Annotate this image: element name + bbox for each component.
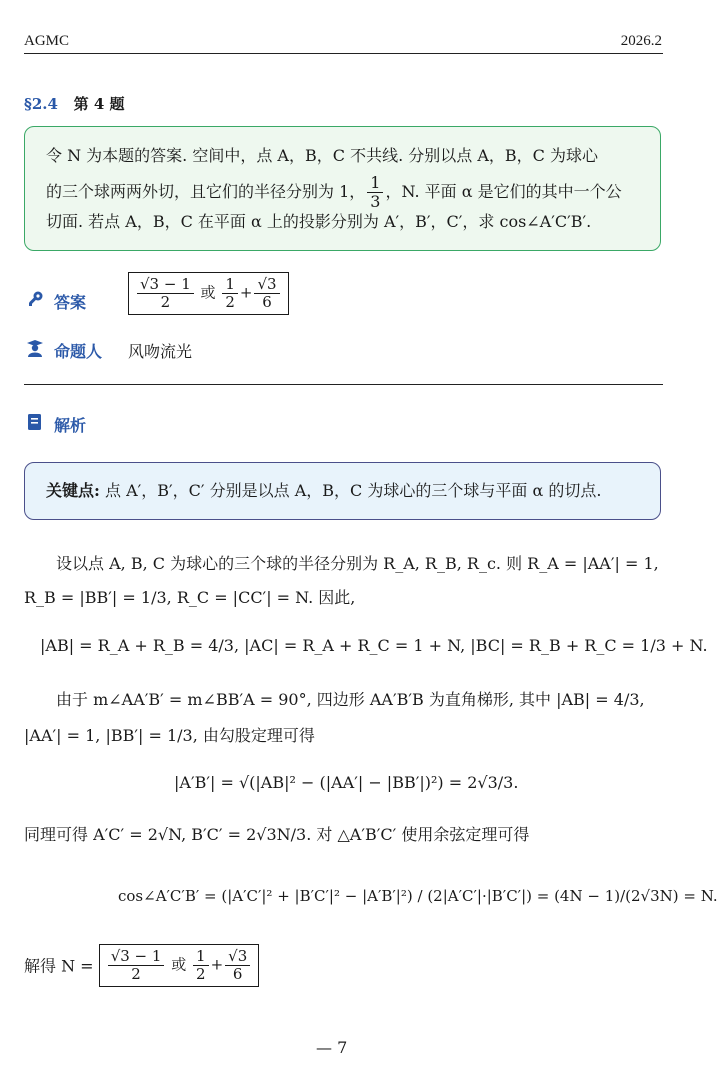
frac-num: √3 − 1 [137,276,194,294]
frac-den: 2 [160,293,171,311]
frac-num: √3 [225,948,250,966]
teacher-icon [26,339,44,357]
solution-p3: 同理可得 A′C′ = 2√N, B′C′ = 2√3N/3. 对 △A′B′C′ 使用余弦定理可得 [24,825,530,844]
section-heading [24,93,125,114]
page-number: — 7 [316,1038,348,1057]
frac-den: 3 [370,192,381,211]
solution-p2-line2: |AA′| = 1, |BB′| = 1/3, 由勾股定理可得 [24,726,315,745]
author-name: 风吻流光 [128,342,193,361]
frac-num: √3 − 1 [108,948,165,966]
answer-frac-2 [222,276,238,311]
answer-plus: + [239,283,253,302]
problem-line-1: 令 N 为本题的答案. 空间中，点 A，B，C 不共线. 分别以点 A，B，C 为球心 [46,146,598,165]
header-rule [24,53,663,54]
final-plus: + [210,955,224,974]
frac-den: 2 [131,965,141,983]
frac-den: 6 [232,965,243,983]
answer-frac-1 [137,276,194,311]
problem-line-2b: ，N. 平面 α 是它们的其中一个公 [385,182,622,201]
keypoint-text: 点 A′，B′，C′ 分别是以点 A，B，C 为球心的三个球与平面 α 的切点. [105,481,602,500]
solution-p1-line2: R_B = |BB′| = 1/3, R_C = |CC′| = N. 因此, [24,588,356,607]
final-or: 或 [171,955,187,974]
final-frac-1 [108,948,165,983]
key-icon [26,290,44,308]
keypoint-line [46,483,601,499]
solution-p1-line1: 设以点 A, B, C 为球心的三个球的半径分别为 R_A, R_B, R_c. 则 R_A = |AA′| = 1, [56,554,659,573]
author-label: 命题人 [54,342,103,361]
fraction-one-third [367,174,383,211]
frac-num: 1 [222,276,238,294]
answer-box [128,272,289,315]
final-frac-3 [225,948,250,983]
book-icon [26,413,44,431]
final-prefix: 解得 N = [24,956,94,976]
section-divider [24,384,663,385]
equation-1: |AB| = R_A + R_B = 4/3, |AC| = R_A + R_C = 1 + N, |BC| = R_B + R_C = 1/3 + N. [40,636,708,655]
section-title: 第 4 题 [73,95,125,113]
problem-line-3: 切面. 若点 A，B，C 在平面 α 上的投影分别为 A′，B′，C′，求 cos∠A′C′B′. [46,212,592,231]
keypoint-label: 关键点: [46,481,100,500]
problem-line-2a: 的三个球两两外切，且它们的半径分别为 1， [46,182,366,201]
section-number: §2.4 [24,95,58,113]
frac-den: 2 [225,293,235,311]
frac-num: √3 [254,276,279,294]
answer-or: 或 [200,283,216,302]
equation-3: cos∠A′C′B′ = (|A′C′|² + |B′C′|² − |A′B′|²) / (2|A′C′|·|B′C′|) = (4N − 1)/(2√3N) = N. [118,887,718,905]
solution-p2-line1: 由于 m∠AA′B′ = m∠BB′A = 90°, 四边形 AA′B′B 为直角梯形, 其中 |AB| = 4/3, [56,690,645,709]
final-answer-box [99,944,260,987]
frac-num: 1 [367,174,383,193]
answer-label: 答案 [54,293,87,312]
analysis-label: 解析 [54,416,87,435]
frac-den: 6 [262,293,272,311]
frac-den: 2 [196,965,206,983]
final-frac-2 [193,948,209,983]
equation-2: |A′B′| = √(|AB|² − (|AA′| − |BB′|)²) = 2√3/3. [174,773,519,792]
frac-num: 1 [193,948,209,966]
problem-line-2 [46,174,622,211]
final-answer [24,944,259,987]
answer-frac-3 [254,276,279,311]
header-left: AGMC [24,33,70,49]
header-right: 2026.2 [620,33,662,49]
